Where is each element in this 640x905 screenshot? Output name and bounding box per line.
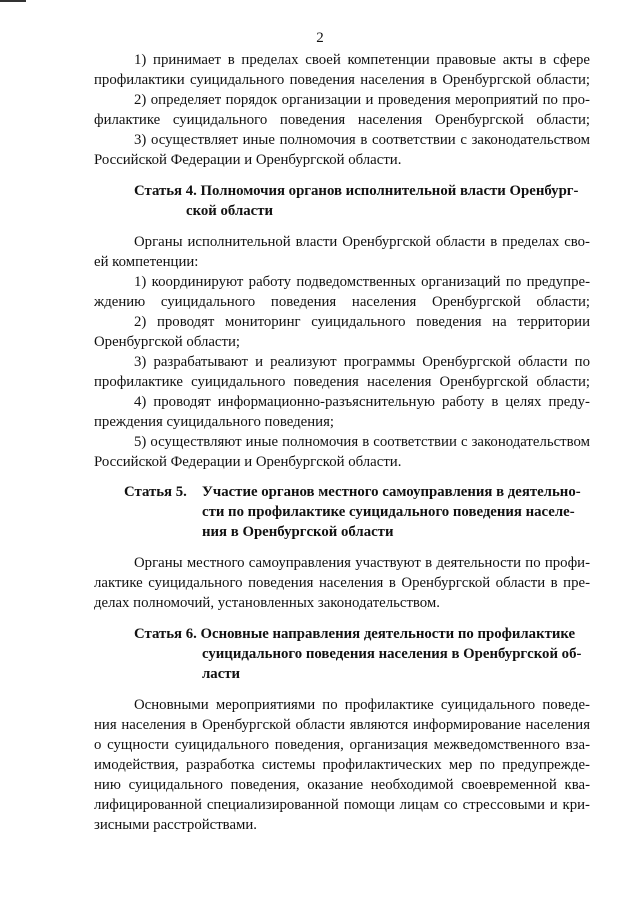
text-line: ей компетенции: [94, 254, 199, 270]
article-4-heading-line-1: Статья 4. Полномочия органов исполнительной власти Оренбург- [134, 183, 579, 199]
article-5-heading-line-2: сти по профилактике суицидального поведения населе- [202, 504, 575, 520]
text-line: зисными расстройствами. [94, 817, 258, 833]
text-line: 1) координируют работу подведомственных организаций по предупре- [134, 274, 590, 290]
text-line: профилактики суицидального поведения населения в Оренбургской области; [94, 72, 590, 88]
text-line: 2) определяет порядок организации и проведения мероприятий по про- [134, 92, 590, 108]
page-number: 2 [316, 30, 324, 46]
text-line: 1) принимает в пределах своей компетенции правовые акты в сфере [134, 52, 590, 68]
text-line: Оренбургской области; [94, 334, 240, 350]
text-line: 3) осуществляет иные полномочия в соответствии с законодательством [134, 132, 590, 148]
text-line: Органы местного самоуправления участвуют в деятельности по профи- [134, 555, 590, 571]
article-5-heading-line-3: ния в Оренбургской области [202, 524, 394, 540]
text-line: 2) проводят мониторинг суицидального поведения на территории [134, 314, 590, 330]
text-line: лифицированной специализированной помощи лицам со стрессовыми и кри- [94, 797, 590, 813]
article-5-heading-line-1: Участие органов местного самоуправления в деятельно- [202, 484, 581, 500]
text-line: Российской Федерации и Оренбургской области. [94, 454, 402, 470]
text-line: нию суицидального поведения, оказание необходимой своевременной ква- [94, 777, 590, 793]
text-line: Основными мероприятиями по профилактике суицидального поведе- [134, 697, 590, 713]
text-line: 4) проводят информационно-разъяснительную работу в целях преду- [134, 394, 590, 410]
text-line: ждению суицидального поведения населения Оренбургской области; [94, 294, 590, 310]
text-line: Российской Федерации и Оренбургской области. [94, 152, 402, 168]
article-6-heading-line-2: суицидального поведения населения в Оренбургской об- [202, 646, 582, 662]
text-line: 5) осуществляют иные полномочия в соответствии с законодательством [134, 434, 590, 450]
text-line: делах полномочий, установленных законодательством. [94, 595, 440, 611]
article-6-heading-line-1: Статья 6. Основные направления деятельности по профилактике [134, 626, 576, 642]
text-line: ния населения в Оренбургской области являются информирование населения [94, 717, 590, 733]
text-line: лактике суицидального поведения населения в Оренбургской области в пре- [94, 575, 590, 591]
text-line: 3) разрабатывают и реализуют программы Оренбургской области по [134, 354, 590, 370]
text-line: профилактике суицидального поведения населения Оренбургской области; [94, 374, 590, 390]
text-line: Органы исполнительной власти Оренбургской области в пределах сво- [134, 234, 590, 250]
scan-corner-mark [0, 0, 26, 2]
text-line: филактике суицидального поведения населения Оренбургской области; [94, 112, 590, 128]
article-6-heading-line-3: ласти [202, 666, 241, 682]
text-line: преждения суицидального поведения; [94, 414, 334, 430]
article-4-heading-line-2: ской области [186, 203, 274, 219]
text-line: имодействия, разработка системы профилактических мер по предупрежде- [94, 757, 590, 773]
article-5-label: Статья 5. [124, 484, 187, 500]
text-line: о сущности суицидального поведения, организация межведомственного вза- [94, 737, 590, 753]
